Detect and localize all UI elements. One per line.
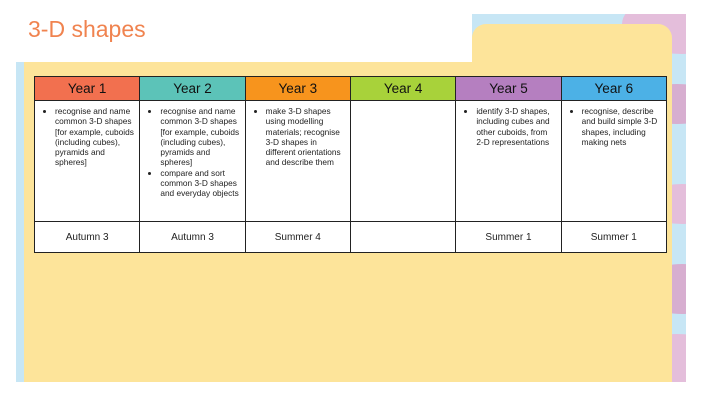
year-header-row <box>35 77 667 101</box>
objectives-cell <box>350 101 455 222</box>
objective-item: • identify 3-D shapes, including cubes and other cuboids, from 2-D representations <box>476 106 556 147</box>
year-header: Year 2 <box>140 77 245 101</box>
term-cell: Summer 1 <box>561 222 666 253</box>
objective-item: • make 3-D shapes using modelling materials; recognise 3-D shapes in different orientations and describe them <box>266 106 346 168</box>
term-row <box>35 222 667 253</box>
objectives-row <box>35 101 667 222</box>
objectives-cell <box>456 101 561 222</box>
year-header: Year 3 <box>245 77 350 101</box>
term-cell: Summer 4 <box>245 222 350 253</box>
year-header: Year 4 <box>350 77 455 101</box>
term-cell <box>350 222 455 253</box>
objectives-cell <box>140 101 245 222</box>
curriculum-table <box>34 76 667 253</box>
objective-item: • recognise, describe and build simple 3-D shapes, including making nets <box>582 106 662 147</box>
term-cell: Summer 1 <box>456 222 561 253</box>
year-header: Year 5 <box>456 77 561 101</box>
objective-item: • compare and sort common 3-D shapes and everyday objects <box>160 168 240 199</box>
term-cell: Autumn 3 <box>35 222 140 253</box>
objectives-cell <box>35 101 140 222</box>
year-header: Year 1 <box>35 77 140 101</box>
page-title: 3-D shapes <box>28 16 146 42</box>
objectives-cell <box>561 101 666 222</box>
year-header: Year 6 <box>561 77 666 101</box>
objective-item: • recognise and name common 3-D shapes [for example, cuboids (including cubes), pyramids and spheres] <box>55 106 135 168</box>
objectives-cell <box>245 101 350 222</box>
term-cell: Autumn 3 <box>140 222 245 253</box>
objective-item: • recognise and name common 3-D shapes [for example, cuboids (including cubes), pyramids and spheres] <box>160 106 240 168</box>
